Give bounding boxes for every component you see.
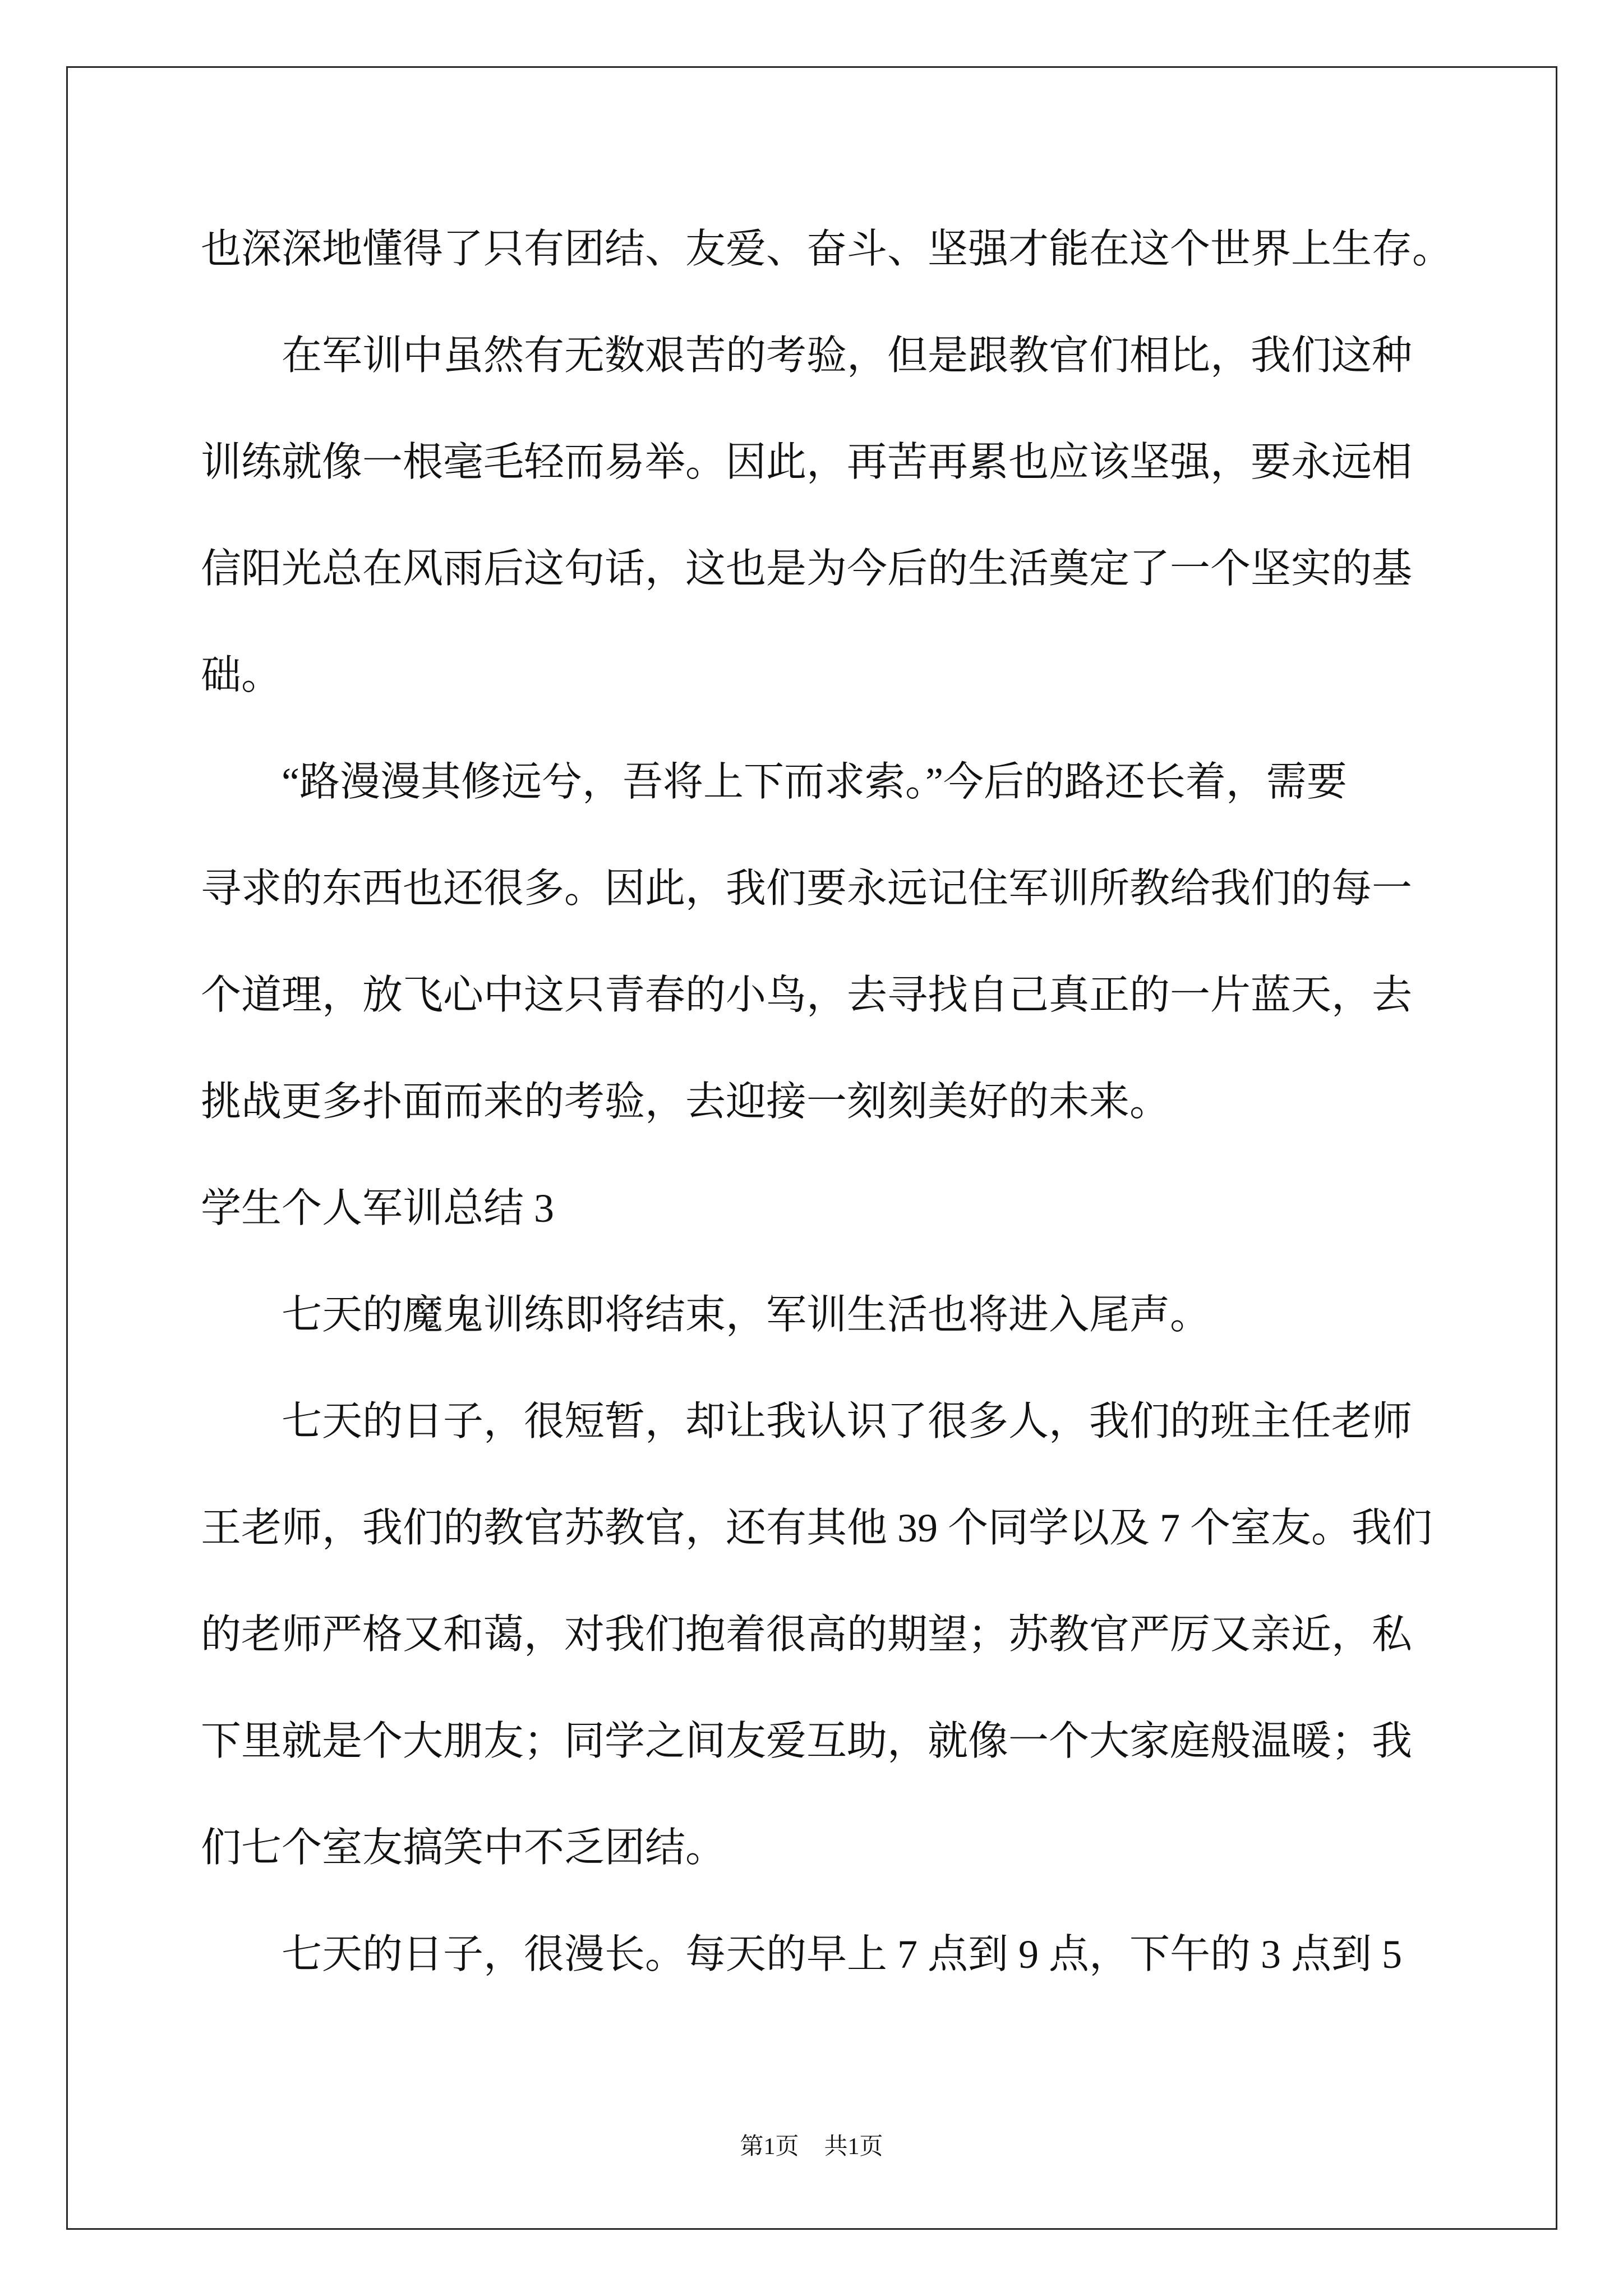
text-line: 在军训中虽然有无数艰苦的考验，但是跟教官们相比，我们这种 — [282, 333, 1413, 378]
document-body — [201, 196, 1536, 2008]
paragraph — [201, 1262, 1536, 1368]
section-heading: 学生个人军训总结 3 — [201, 1186, 555, 1231]
paragraph — [201, 1368, 1536, 1901]
paragraph — [201, 729, 1536, 1155]
total-pages-label: 共1页 — [824, 2134, 883, 2160]
paragraph — [201, 302, 1536, 729]
text-line: 七天的魔鬼训练即将结束，军训生活也将进入尾声。 — [282, 1292, 1211, 1337]
text-line: 个道理，放飞心中这只青春的小鸟，去寻找自己真正的一片蓝天，去 — [201, 973, 1413, 1018]
text-line: 信阳光总在风雨后这句话，这也是为今后的生活奠定了一个坚实的基 — [201, 546, 1413, 591]
current-page-label: 第1页 — [740, 2134, 799, 2160]
text-line: 下里就是个大朋友；同学之间友爱互助，就像一个大家庭般温暖；我 — [201, 1719, 1413, 1764]
page-footer — [0, 2132, 1623, 2162]
paragraph — [201, 1901, 1536, 2008]
text-line: 七天的日子，很漫长。每天的早上 7 点到 9 点，下午的 3 点到 5 — [282, 1932, 1403, 1977]
text-line: 础。 — [201, 653, 282, 698]
text-line: 王老师，我们的教官苏教官，还有其他 39 个同学以及 7 个室友。我们 — [201, 1506, 1433, 1550]
paragraph-continued — [201, 196, 1536, 302]
text-line: 们七个室友搞笑中不乏团结。 — [201, 1825, 726, 1870]
text-line: 的老师严格又和蔼，对我们抱着很高的期望；苏教官严厉又亲近，私 — [201, 1612, 1413, 1657]
text-line: 挑战更多扑面而来的考验，去迎接一刻刻美好的未来。 — [201, 1079, 1170, 1124]
text-line: 训练就像一根毫毛轻而易举。因此，再苦再累也应该坚强，要永远相 — [201, 440, 1413, 485]
text-line: 寻求的东西也还很多。因此，我们要永远记住军训所教给我们的每一 — [201, 866, 1413, 911]
text-line: “路漫漫其修远兮，吾将上下而求索。”今后的路还长着，需要 — [282, 760, 1347, 804]
text-line: 七天的日子，很短暂，却让我认识了很多人，我们的班主任老师 — [282, 1399, 1413, 1444]
text-line: 也深深地懂得了只有团结、友爱、奋斗、坚强才能在这个世界上生存。 — [201, 227, 1453, 272]
